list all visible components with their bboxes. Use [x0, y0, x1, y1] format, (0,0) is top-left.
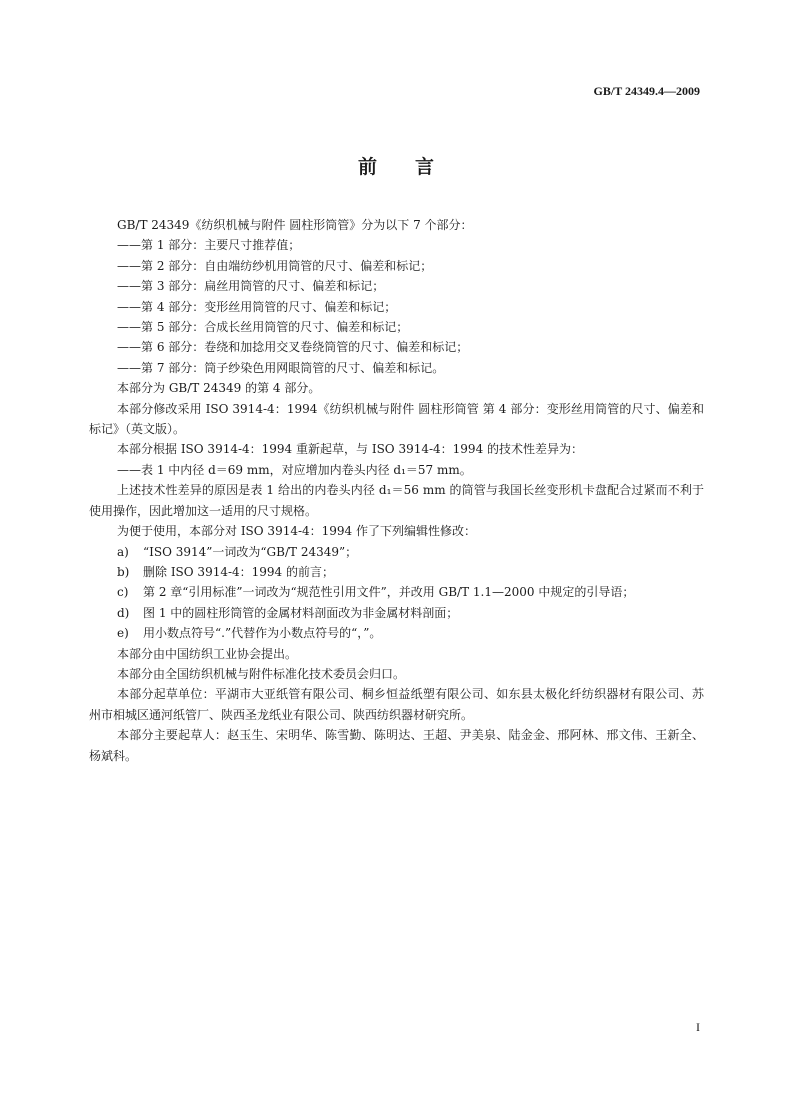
page-title: 前言 — [357, 156, 472, 178]
edit-item-label: a) — [117, 544, 129, 559]
paragraph-drafters: 本部分主要起草人：赵玉生、宋明华、陈雪勤、陈明达、王超、尹美泉、陆金金、邢阿林、邢文伟、王新全、杨斌科。 — [89, 728, 704, 763]
part-list-item-5: ——第 5 部分：合成长丝用筒管的尺寸、偏差和标记； — [117, 320, 409, 335]
edit-item-text: 图 1 中的圆柱形筒管的金属材料剖面改为非金属材料剖面； — [143, 605, 459, 620]
standard-code-header: GB/T 24349.4—2009 — [593, 84, 700, 98]
part-list-item-7: ——第 7 部分：筒子纱染色用网眼筒管的尺寸、偏差和标记。 — [117, 360, 445, 375]
paragraph-this-part: 本部分为 GB/T 24349 的第 4 部分。 — [117, 381, 321, 396]
edit-item-b — [89, 562, 704, 582]
page-number: I — [696, 1020, 700, 1034]
paragraph-proposed-by: 本部分由中国纺织工业协会提出。 — [117, 646, 298, 661]
part-list-item-4: ——第 4 部分：变形丝用筒管的尺寸、偏差和标记； — [117, 299, 397, 314]
paragraph-adoption: 本部分修改采用 ISO 3914-4：1994《纺织机械与附件 圆柱形筒管 第 4 部分：变形丝用筒管的尺寸、偏差和标记》（英文版）。 — [89, 401, 704, 437]
edit-item-e — [89, 623, 704, 643]
edit-item-text: 第 2 章“引用标准”一词改为“规范性引用文件”，并改用 GB/T 1.1—2000 中规定的引导语； — [143, 585, 635, 600]
paragraph-redrafted: 本部分根据 ISO 3914-4：1994 重新起草，与 ISO 3914-4：1994 的技术性差异为： — [117, 442, 584, 457]
part-list-item-6: ——第 6 部分：卷绕和加捻用交叉卷绕筒管的尺寸、偏差和标记； — [117, 340, 469, 355]
edit-item-a — [89, 542, 704, 562]
part-list-item-1: ——第 1 部分：主要尺寸推荐值； — [117, 238, 301, 253]
part-list-item-2: ——第 2 部分：自由端纺纱机用筒管的尺寸、偏差和标记； — [117, 258, 433, 273]
part-list-item-3: ——第 3 部分：扁丝用筒管的尺寸、偏差和标记； — [117, 279, 385, 294]
technical-difference-item: ——表 1 中内径 d＝69 mm，对应增加内卷头内径 d₁＝57 mm。 — [117, 462, 472, 477]
edit-item-label: b) — [117, 564, 130, 579]
edit-item-text: 用小数点符号“.”代替作为小数点符号的“，”。 — [143, 626, 382, 641]
edit-item-label: c) — [117, 585, 129, 600]
paragraph-parts-intro: GB/T 24349《纺织机械与附件 圆柱形筒管》分为以下 7 个部分： — [117, 218, 473, 232]
paragraph-difference-reason: 上述技术性差异的原因是表 1 给出的内卷头内径 d₁＝56 mm 的筒管与我国长丝变形机卡盘配合过紧而不利于使用操作，因此增加这一适用的尺寸规格。 — [89, 483, 704, 518]
edit-item-label: e) — [117, 626, 129, 641]
edit-item-d — [89, 603, 704, 623]
paragraph-under-jurisdiction: 本部分由全国纺织机械与附件标准化技术委员会归口。 — [117, 666, 406, 681]
edit-item-text: 删除 ISO 3914-4：1994 的前言； — [143, 564, 335, 579]
paragraph-drafting-units: 本部分起草单位：平湖市大亚纸管有限公司、桐乡恒益纸塑有限公司、如东县太极化纤纺织器材有限公司、苏州市相城区通河纸管厂、陕西圣龙纸业有限公司、陕西纺织器材研究所。 — [89, 687, 704, 722]
edit-item-c — [89, 582, 704, 602]
edit-item-label: d) — [117, 605, 130, 620]
paragraph-editorial-intro: 为便于使用，本部分对 ISO 3914-4：1994 作了下列编辑性修改： — [117, 524, 477, 539]
edit-item-text: “ISO 3914”一词改为“GB/T 24349”； — [143, 544, 358, 559]
foreword-body — [89, 215, 704, 766]
